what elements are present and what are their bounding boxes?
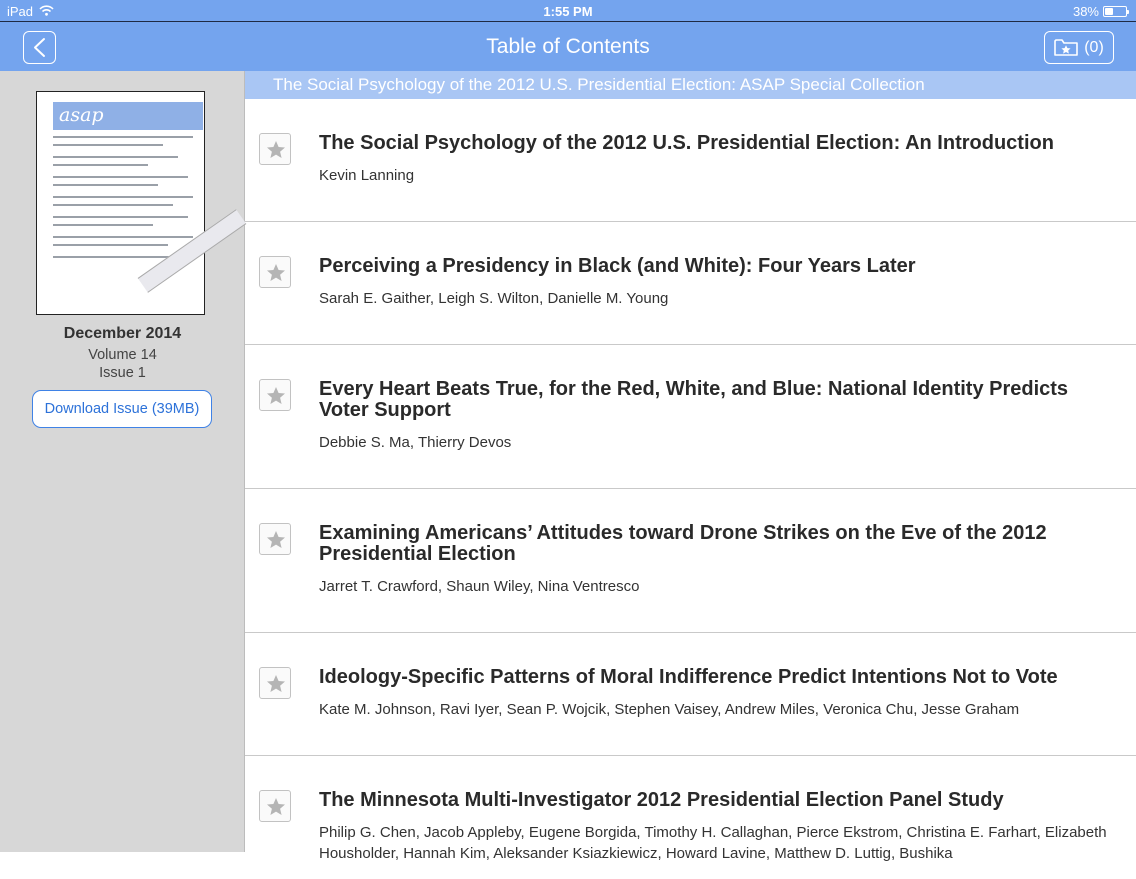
star-icon xyxy=(265,262,287,284)
status-time: 1:55 PM xyxy=(543,4,593,19)
issue-cover-image[interactable] xyxy=(36,91,205,315)
article-title[interactable]: Examining Americans’ Attitudes toward Drone Strikes on the Eve of the 2012 Presidential Election xyxy=(319,522,1047,565)
article-row[interactable] xyxy=(245,222,1136,345)
folder-star-icon xyxy=(1054,38,1078,57)
cover-text-line xyxy=(53,224,153,226)
cover-text-line xyxy=(53,204,173,206)
article-title[interactable]: Every Heart Beats True, for the Red, White, and Blue: National Identity Predicts Voter Support xyxy=(319,378,1069,421)
download-issue-button[interactable]: Download Issue (39MB) xyxy=(32,390,212,428)
article-authors: Kate M. Johnson, Ravi Iyer, Sean P. Wojcik, Stephen Vaisey, Andrew Miles, Veronica Chu, Jesse Graham xyxy=(319,701,1020,718)
cover-text-line xyxy=(53,256,183,258)
article-title[interactable]: The Social Psychology of the 2012 U.S. Presidential Election: An Introduction xyxy=(319,132,1054,154)
star-icon xyxy=(265,529,287,551)
star-icon xyxy=(265,139,287,161)
issue-sidebar xyxy=(0,71,245,852)
star-icon xyxy=(265,385,287,407)
issue-date: December 2014 xyxy=(63,325,182,342)
collection-banner: The Social Psychology of the 2012 U.S. Presidential Election: ASAP Special Collection xyxy=(245,71,1136,99)
cover-text-line xyxy=(53,176,188,178)
top-chrome xyxy=(0,0,1136,71)
issue-number: Issue 1 xyxy=(99,365,146,381)
article-row[interactable] xyxy=(245,633,1136,756)
favorite-star-button[interactable] xyxy=(259,667,291,699)
article-authors: Philip G. Chen, Jacob Appleby, Eugene Borgida, Timothy H. Callaghan, Pierce Ekstrom, Christina E. Farhart, Elizabeth Housholder, Hannah Kim, Aleksander Ksiazkiewicz, Howard Lavine, Matthew D. Luttig, Bushika xyxy=(319,824,1107,862)
cover-text-line xyxy=(53,164,148,166)
cover-corner-stripe xyxy=(138,209,247,293)
cover-text-line xyxy=(53,216,188,218)
navigation-bar xyxy=(0,22,1136,71)
star-icon xyxy=(265,673,287,695)
status-bar xyxy=(0,0,1136,22)
article-authors: Kevin Lanning xyxy=(319,167,415,184)
battery-percent: 38% xyxy=(1072,4,1099,19)
article-row[interactable] xyxy=(245,99,1136,222)
article-title[interactable]: Ideology-Specific Patterns of Moral Indifference Predict Intentions Not to Vote xyxy=(319,666,1058,688)
article-authors: Debbie S. Ma, Thierry Devos xyxy=(319,434,512,451)
page-title: Table of Contents xyxy=(486,35,650,58)
issue-volume: Volume 14 xyxy=(88,347,157,363)
cover-text-line xyxy=(53,184,158,186)
device-name: iPad xyxy=(7,4,34,19)
cover-text-line xyxy=(53,196,193,198)
cover-text-line xyxy=(53,244,168,246)
article-authors: Sarah E. Gaither, Leigh S. Wilton, Danielle M. Young xyxy=(319,290,669,307)
article-list xyxy=(245,99,1136,862)
cover-text-line xyxy=(53,136,193,138)
cover-text-line xyxy=(53,144,163,146)
cover-logo: asap xyxy=(59,104,104,126)
cover-text-line xyxy=(53,236,193,238)
favorites-button[interactable] xyxy=(1044,31,1114,64)
favorite-star-button[interactable] xyxy=(259,379,291,411)
article-authors: Jarret T. Crawford, Shaun Wiley, Nina Ventresco xyxy=(319,578,640,595)
favorite-star-button[interactable] xyxy=(259,790,291,822)
favorites-count: (0) xyxy=(1084,38,1104,56)
article-row[interactable] xyxy=(245,489,1136,633)
star-icon xyxy=(265,796,287,818)
article-row[interactable] xyxy=(245,345,1136,489)
status-right xyxy=(1073,4,1127,19)
favorite-star-button[interactable] xyxy=(259,256,291,288)
article-row[interactable] xyxy=(245,756,1136,879)
battery-icon xyxy=(1103,6,1127,17)
cover-text-line xyxy=(53,156,178,158)
favorite-star-button[interactable] xyxy=(259,523,291,555)
favorite-star-button[interactable] xyxy=(259,133,291,165)
article-title[interactable]: Perceiving a Presidency in Black (and White): Four Years Later xyxy=(319,255,916,277)
article-title[interactable]: The Minnesota Multi-Investigator 2012 Presidential Election Panel Study xyxy=(319,789,1004,811)
